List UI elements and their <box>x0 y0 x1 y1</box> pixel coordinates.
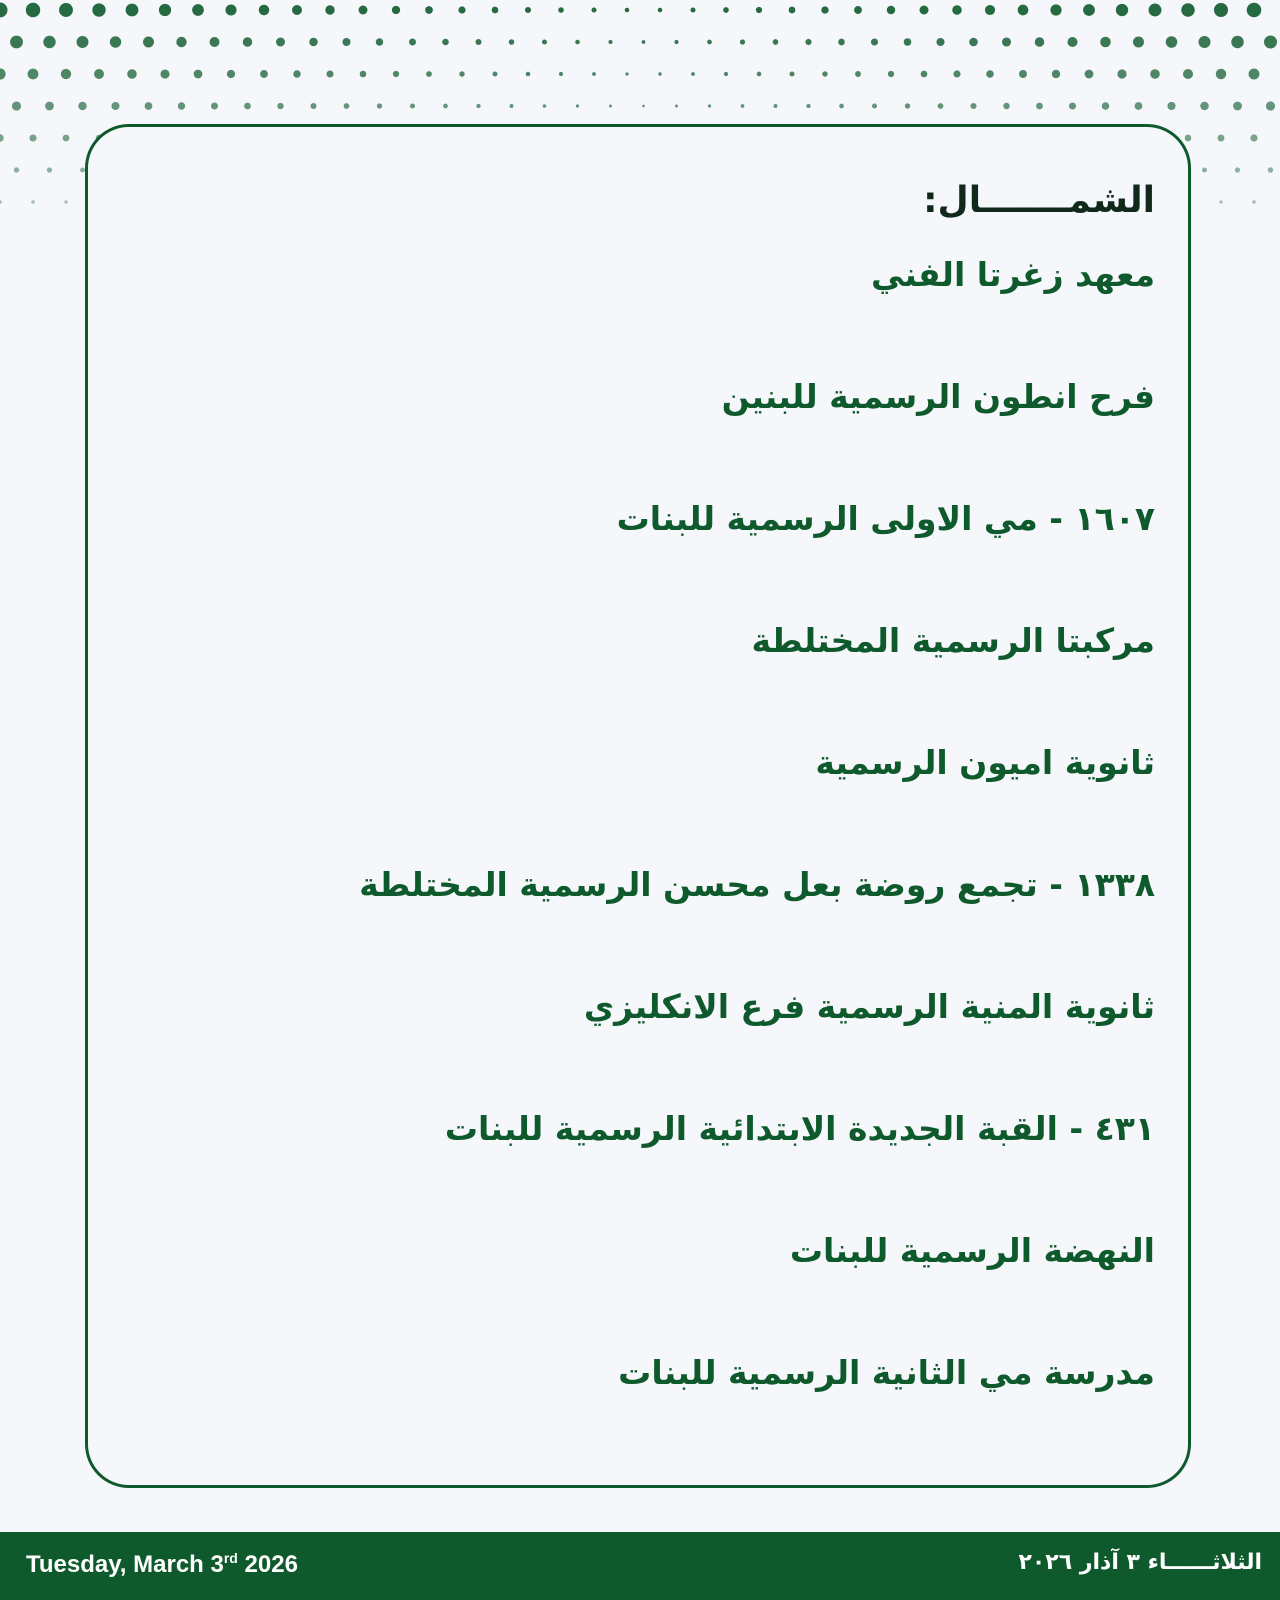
date-en-prefix: Tuesday, March 3 <box>26 1551 224 1578</box>
footer-date-english <box>26 1550 298 1579</box>
school-item: النهضة الرسمية للبنات <box>789 1231 1155 1270</box>
date-en-year: 2026 <box>237 1551 298 1578</box>
school-item: ثانوية اميون الرسمية <box>815 743 1155 782</box>
school-item: مدرسة مي الثانية الرسمية للبنات <box>618 1353 1155 1392</box>
school-item: فرح انطون الرسمية للبنين <box>721 377 1155 416</box>
school-item: مركبتا الرسمية المختلطة <box>751 621 1155 660</box>
footer-date-arabic: الثلاثــــــاء ٣ آذار ٢٠٢٦ <box>1018 1550 1262 1575</box>
school-item: ثانوية المنية الرسمية فرع الانكليزي <box>583 987 1155 1026</box>
schools-card <box>85 124 1191 1488</box>
school-item: ١٦٠٧ - مي الاولى الرسمية للبنات <box>616 499 1155 538</box>
school-item: معهد زغرتا الفني <box>870 255 1155 294</box>
school-item: ١٣٣٨ - تجمع روضة بعل محسن الرسمية المختلطة <box>359 865 1155 904</box>
region-title: الشمـــــــال: <box>923 180 1155 221</box>
school-list <box>128 249 1155 1469</box>
date-en-ordinal: rd <box>223 1550 238 1566</box>
footer-bar <box>0 1532 1280 1600</box>
school-item: ٤٣١ - القبة الجديدة الابتدائية الرسمية للبنات <box>444 1109 1155 1148</box>
